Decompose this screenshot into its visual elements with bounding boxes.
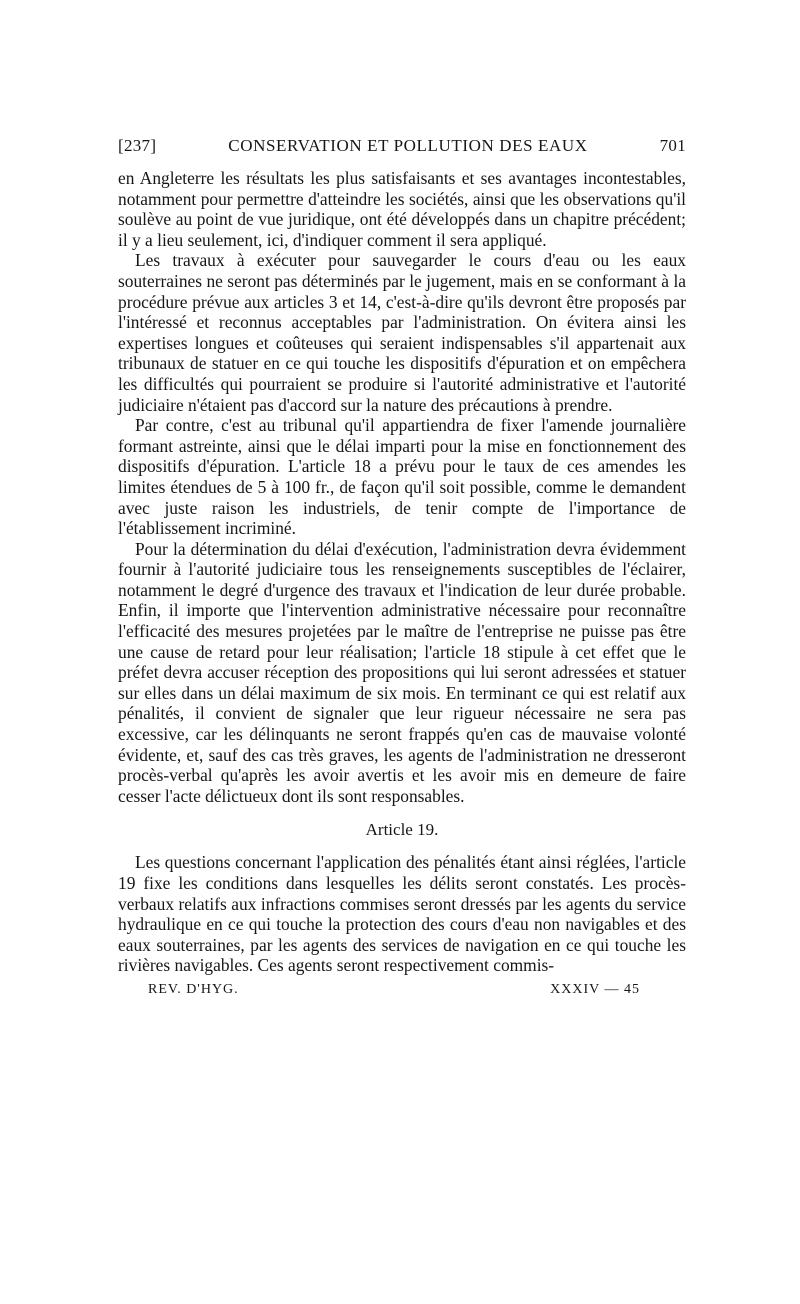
paragraph-3: Par contre, c'est au tribunal qu'il appartiendra de fixer l'amende journalière formant astreinte, ainsi que le délai imparti pour la mise en fonctionnement des dispositifs d'épuration. L'article 18 a prévu pour le taux de ces amendes les limites étendues de 5 à 100 fr., de façon qu'il soit possible, comme le demandent avec juste raison les industriels, de tenir compte de l'importance de l'établissement incriminé.	[118, 415, 686, 539]
footer-journal: REV. D'HYG.	[148, 981, 239, 997]
page-footer	[118, 982, 686, 998]
footer-volume: XXXIV — 45	[550, 981, 640, 997]
body-text	[118, 168, 686, 976]
paragraph-2: Les travaux à exécuter pour sauvegarder le cours d'eau ou les eaux souterraines ne seront pas déterminés par le jugement, mais en se conformant à la procédure prévue aux articles 3 et 14, c'est-à-dire qu'ils devront être proposés par l'intéressé et reconnus acceptables par l'administration. On évitera ainsi les expertises longues et coûteuses qui seraient indispensables s'il appartenait aux tribunaux de statuer en ce qui touche les dispositifs d'épuration et on empêchera les difficultés qui pourraient se produire si l'autorité administrative et l'autorité judiciaire n'étaient pas d'accord sur la nature des précautions à prendre.	[118, 250, 686, 415]
header-title: CONSERVATION ET POLLUTION DES EAUX	[228, 136, 588, 155]
running-header	[118, 136, 686, 156]
document-page	[118, 136, 686, 998]
paragraph-4: Pour la détermination du délai d'exécution, l'administration devra évidemment fournir à l'autorité judiciaire tous les renseignements susceptibles de l'éclairer, notamment le degré d'urgence des travaux et l'indication de leur durée probable. Enfin, il importe que l'intervention administrative nécessaire pour reconnaître l'efficacité des mesures projetées par le maître de l'entreprise ne puisse pas être une cause de retard pour leur réalisation; l'article 18 stipule à cet effet que le préfet devra accuser réception des propositions qui lui seront adressées et statuer sur elles dans un délai maximum de six mois. En terminant ce qui est relatif aux pénalités, il convient de signaler que leur rigueur nécessaire ne sera pas excessive, car les délinquants ne seront frappés qu'en cas de mauvaise volonté évidente, et, sauf des cas très graves, les agents de l'administration ne dresseront procès-verbal qu'après les avoir avertis et les avoir mis en demeure de faire cesser l'acte délictueux dont ils sont responsables.	[118, 538, 686, 806]
header-page-number: 701	[659, 136, 686, 155]
header-reference: [237]	[118, 136, 157, 155]
article-heading: Article 19.	[365, 820, 439, 840]
paragraph-5: Les questions concernant l'application des pénalités étant ainsi réglées, l'article 19 fixe les conditions dans lesquelles les délits seront constatés. Les procès-verbaux relatifs aux infractions commises seront dressés par les agents du service hydraulique en ce qui touche la protection des cours d'eau non navigables et des eaux souterraines, par les agents des services de navigation en ce qui touche les rivières navigables. Ces agents seront respectivement commis-	[118, 852, 686, 976]
paragraph-1: en Angleterre les résultats les plus satisfaisants et ses avantages incontestables, notamment pour permettre d'atteindre les sociétés, ainsi que les observations qu'il soulève au point de vue juridique, ont été développés dans un chapitre précédent; il y a lieu seulement, ici, d'indiquer comment il sera appliqué.	[118, 168, 686, 250]
